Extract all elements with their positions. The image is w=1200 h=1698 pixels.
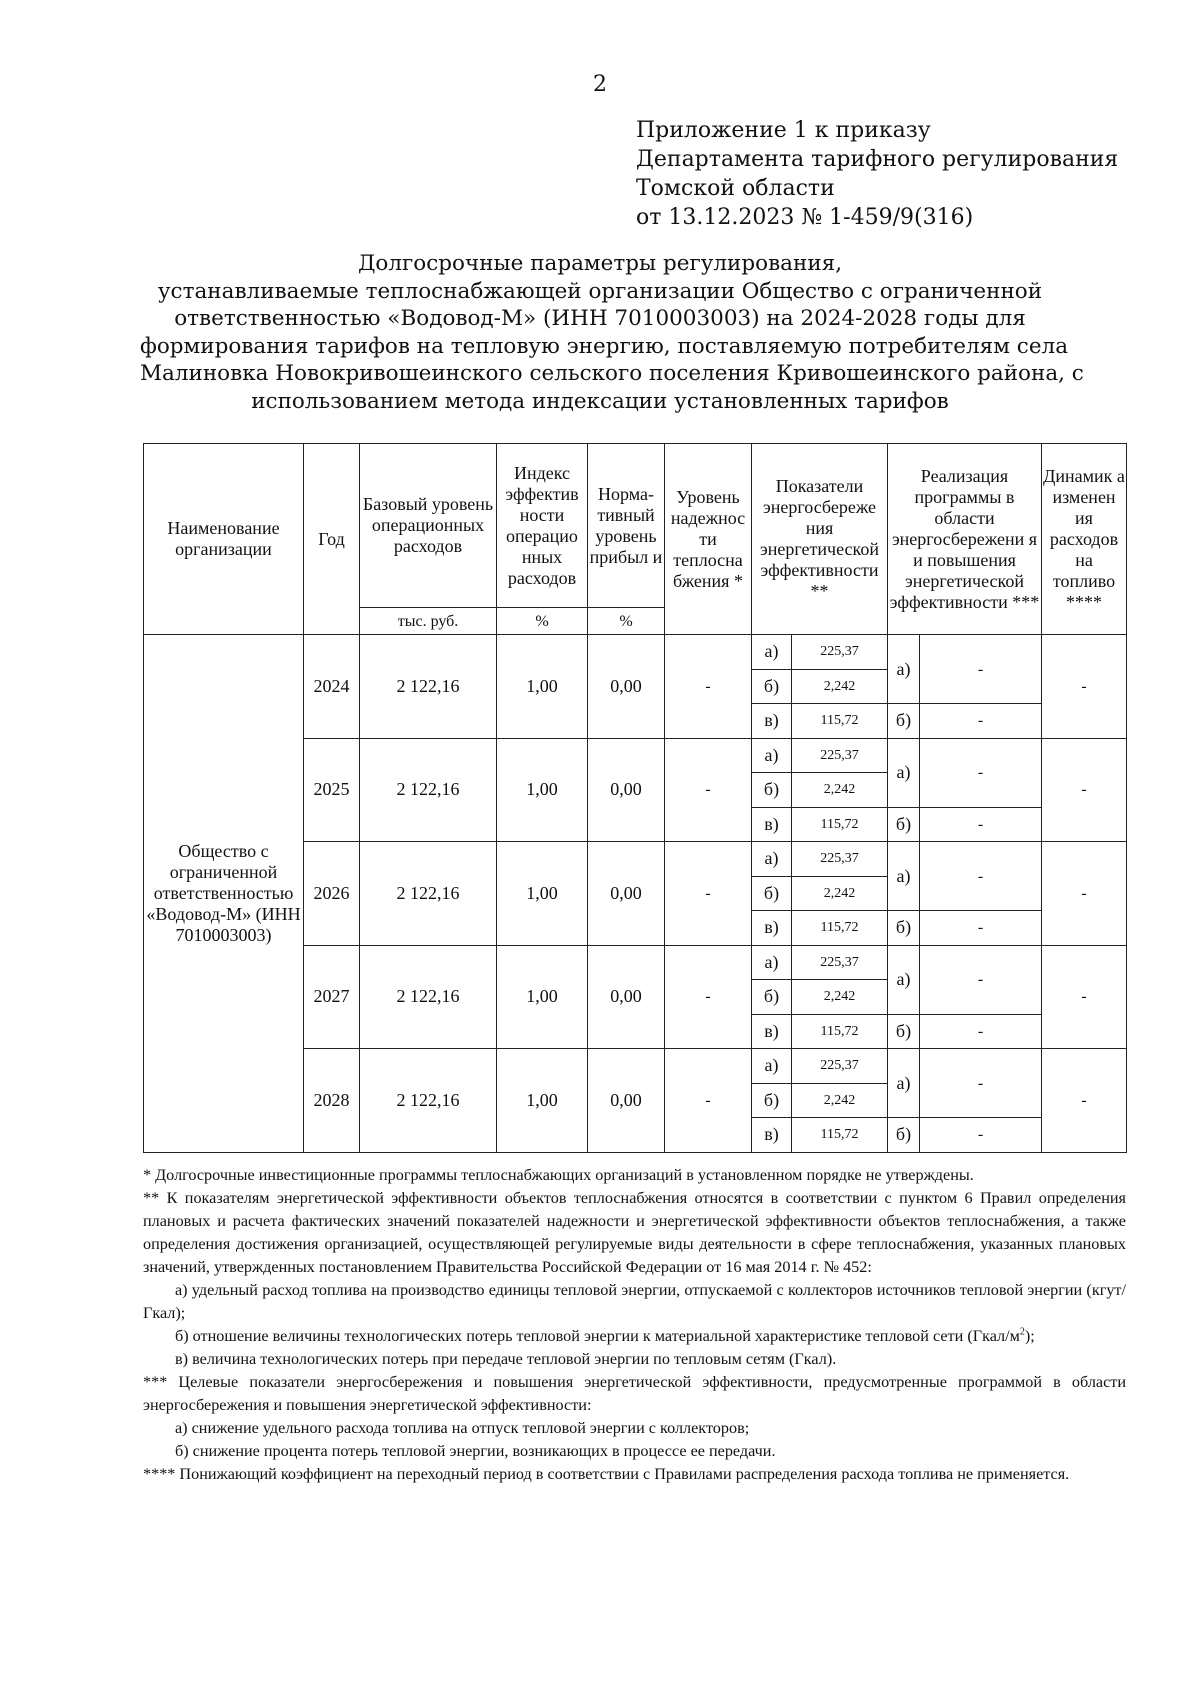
normative-profit-cell: 0,00: [588, 945, 665, 1049]
indicator-value: 115,72: [792, 1014, 888, 1049]
normative-profit-cell: 0,00: [588, 842, 665, 946]
header-fuel-dynamics: Динамик а изменен ия расходов на топливо ****: [1042, 444, 1127, 635]
footnote-3b: б) снижение процента потерь тепловой энергии, возникающих в процессе ее передачи.: [175, 1442, 776, 1460]
year-cell: 2026: [304, 842, 360, 946]
reliability-cell: -: [665, 1049, 752, 1153]
reliability-cell: -: [665, 842, 752, 946]
year-cell: 2028: [304, 1049, 360, 1153]
header-efficiency-index: Индекс эффектив ности операцио нных расходов: [497, 444, 588, 608]
appendix-line: Томской области: [636, 176, 835, 201]
indicator-value: 2,242: [792, 773, 888, 808]
indicator-value: 225,37: [792, 635, 888, 670]
base-cost-cell: 2 122,16: [360, 842, 497, 946]
program-letter: а): [888, 738, 920, 807]
title-line: использованием метода индексации установленных тарифов: [251, 388, 949, 414]
indicator-value: 225,37: [792, 738, 888, 773]
program-letter: б): [888, 1014, 920, 1049]
appendix-block: [636, 116, 1118, 232]
normative-profit-cell: 0,00: [588, 635, 665, 739]
footnote-2b-sup: 2: [1019, 1326, 1025, 1338]
title-line: Долгосрочные параметры регулирования,: [357, 251, 843, 276]
indicator-letter: б): [752, 876, 792, 911]
indicator-letter: а): [752, 842, 792, 877]
header-row: [144, 444, 1127, 608]
efficiency-index-cell: 1,00: [497, 842, 588, 946]
document-title: [140, 250, 1084, 415]
indicator-letter: в): [752, 1118, 792, 1153]
indicator-letter: б): [752, 669, 792, 704]
unit-efficiency-index: %: [497, 608, 588, 635]
fuel-dynamics-cell: -: [1042, 842, 1127, 946]
footnote-2b-end: );: [1024, 1327, 1035, 1345]
program-value: -: [920, 738, 1042, 807]
regulation-parameters-table: [143, 443, 1127, 1153]
program-letter: а): [888, 945, 920, 1014]
program-letter: б): [888, 807, 920, 842]
indicator-value: 225,37: [792, 842, 888, 877]
indicator-value: 225,37: [792, 945, 888, 980]
header-energy-indicators: Показатели энергосбереже ния энергетической эффективности **: [752, 444, 888, 635]
program-value: -: [920, 1049, 1042, 1118]
year-cell: 2024: [304, 635, 360, 739]
indicator-letter: в): [752, 911, 792, 946]
fuel-dynamics-cell: -: [1042, 945, 1127, 1049]
program-value: -: [920, 945, 1042, 1014]
header-org: Наименование организации: [144, 444, 304, 635]
fuel-dynamics-cell: -: [1042, 738, 1127, 842]
footnote-2a: а) удельный расход топлива на производство единицы тепловой энергии, отпускаемой с коллекторов источников тепловой энергии (кгут/Гкал);: [143, 1281, 1126, 1322]
normative-profit-cell: 0,00: [588, 1049, 665, 1153]
indicator-value: 115,72: [792, 807, 888, 842]
appendix-line: Приложение 1 к приказу: [636, 118, 931, 143]
base-cost-cell: 2 122,16: [360, 1049, 497, 1153]
title-line: Малиновка Новокривошеинского сельского поселения Кривошеинского района, с: [140, 361, 1084, 386]
indicator-value: 2,242: [792, 980, 888, 1015]
header-normative-profit: Норма- тивный уровень прибыл и: [588, 444, 665, 608]
program-letter: б): [888, 911, 920, 946]
page-number: 2: [593, 72, 607, 97]
header-reliability: Уровень надежнос ти теплосна бжения *: [665, 444, 752, 635]
program-letter: а): [888, 1049, 920, 1118]
footnotes: [143, 1164, 1126, 1486]
indicator-value: 115,72: [792, 1118, 888, 1153]
header-year: Год: [304, 444, 360, 635]
footnote-2b: [143, 1325, 1126, 1348]
unit-normative-profit: %: [588, 608, 665, 635]
indicator-value: 2,242: [792, 1083, 888, 1118]
efficiency-index-cell: 1,00: [497, 1049, 588, 1153]
fuel-dynamics-cell: -: [1042, 635, 1127, 739]
program-value: -: [920, 842, 1042, 911]
appendix-line: от 13.12.2023 № 1-459/9(316): [636, 205, 974, 230]
footnote-2b-text: б) отношение величины технологических потерь тепловой энергии к материальной характеристике тепловой сети (Гкал/м: [175, 1327, 1020, 1345]
base-cost-cell: 2 122,16: [360, 635, 497, 739]
program-value: -: [920, 704, 1042, 739]
footnote-4: **** Понижающий коэффициент на переходный период в соответствии с Правилами распределения расхода топлива не применяется.: [143, 1465, 1070, 1483]
title-line: формирования тарифов на тепловую энергию, поставляемую потребителям села: [140, 333, 1069, 359]
indicator-letter: в): [752, 1014, 792, 1049]
header-program: Реализация программы в области энергосбережени я и повышения энергетической эффективности ***: [888, 444, 1042, 635]
program-letter: а): [888, 842, 920, 911]
indicator-letter: б): [752, 980, 792, 1015]
indicator-value: 2,242: [792, 876, 888, 911]
indicator-letter: в): [752, 807, 792, 842]
indicator-letter: а): [752, 1049, 792, 1084]
indicator-letter: в): [752, 704, 792, 739]
appendix-line: Департамента тарифного регулирования: [636, 147, 1119, 172]
indicator-letter: а): [752, 945, 792, 980]
footnote-3a: а) снижение удельного расхода топлива на отпуск тепловой энергии с коллекторов;: [175, 1419, 750, 1437]
year-cell: 2025: [304, 738, 360, 842]
indicator-value: 225,37: [792, 1049, 888, 1084]
base-cost-cell: 2 122,16: [360, 945, 497, 1049]
indicator-value: 2,242: [792, 669, 888, 704]
indicator-value: 115,72: [792, 911, 888, 946]
org-name-cell: Общество с ограниченной ответственностью «Водовод-М» (ИНН 7010003003): [144, 635, 304, 1153]
title-line: ответственностью «Водовод-М» (ИНН 7010003003) на 2024-2028 годы для: [174, 306, 1026, 331]
efficiency-index-cell: 1,00: [497, 738, 588, 842]
footnote-2: ** К показателям энергетической эффективности объектов теплоснабжения относятся в соответствии с пунктом 6 Правил определения плановых и расчета фактических значений показателей надежности и энергетической эффективности объектов теплоснабжения, а также определения достижения организацией, осуществляющей регулируемые виды деятельности в сфере теплоснабжения, указанных плановых значений, утвержденных постановлением Правительства Российской Федерации от 16 мая 2014 г. № 452:: [143, 1189, 1126, 1276]
table-row: [144, 635, 1127, 670]
title-line: устанавливаемые теплоснабжающей организации Общество с ограниченной: [157, 278, 1043, 304]
footnote-2c: в) величина технологических потерь при передаче тепловой энергии по тепловым сетям (Гкал).: [175, 1350, 837, 1368]
year-cell: 2027: [304, 945, 360, 1049]
program-letter: б): [888, 1118, 920, 1153]
header-base-cost: Базовый уровень операционных расходов: [360, 444, 497, 608]
program-letter: а): [888, 635, 920, 704]
program-value: -: [920, 635, 1042, 704]
program-value: -: [920, 911, 1042, 946]
program-value: -: [920, 1118, 1042, 1153]
normative-profit-cell: 0,00: [588, 738, 665, 842]
footnote-3: *** Целевые показатели энергосбережения и повышения энергетической эффективности, предусмотренные программой в области энергосбережения и повышения энергетической эффективности:: [143, 1373, 1126, 1414]
fuel-dynamics-cell: -: [1042, 1049, 1127, 1153]
reliability-cell: -: [665, 945, 752, 1049]
reliability-cell: -: [665, 738, 752, 842]
program-value: -: [920, 807, 1042, 842]
program-letter: б): [888, 704, 920, 739]
indicator-letter: а): [752, 738, 792, 773]
base-cost-cell: 2 122,16: [360, 738, 497, 842]
indicator-letter: б): [752, 1083, 792, 1118]
indicator-letter: а): [752, 635, 792, 670]
unit-base-cost: тыс. руб.: [360, 608, 497, 635]
efficiency-index-cell: 1,00: [497, 635, 588, 739]
program-value: -: [920, 1014, 1042, 1049]
indicator-value: 115,72: [792, 704, 888, 739]
footnote-1: * Долгосрочные инвестиционные программы теплоснабжающих организаций в установленном порядке не утверждены.: [143, 1166, 974, 1184]
indicator-letter: б): [752, 773, 792, 808]
reliability-cell: -: [665, 635, 752, 739]
efficiency-index-cell: 1,00: [497, 945, 588, 1049]
